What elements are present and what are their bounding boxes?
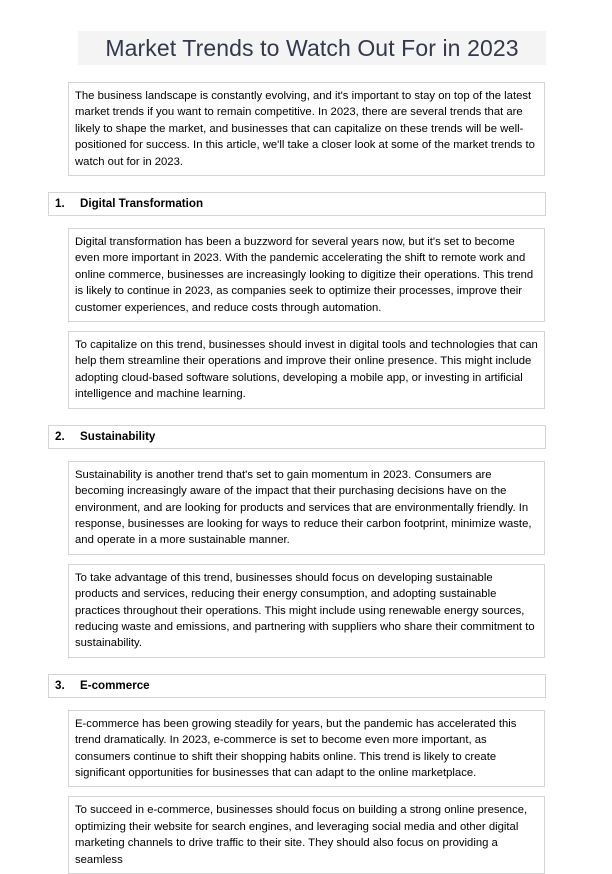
section-number: 3.: [55, 678, 65, 692]
section-paragraph: To succeed in e-commerce, businesses should focus on building a strong online presence, optimizing their website for search engines, and leveraging social media and other digital marketing channels to drive traffic to their site. They should also focus on providing a seamless: [68, 796, 545, 874]
spacer: [0, 449, 612, 461]
section-heading-label: Sustainability: [80, 429, 156, 443]
section-heading-label: Digital Transformation: [80, 197, 204, 211]
spacer: [0, 555, 612, 564]
section-paragraph: To capitalize on this trend, businesses should invest in digital tools and technologies that can help them streamline their operations and improve their online presence. This might include adopting cloud-based software solutions, developing a mobile app, or investing in artificial intelligence and machine learning.: [68, 331, 545, 409]
section-paragraph: Sustainability is another trend that's set to gain momentum in 2023. Consumers are becoming increasingly aware of the impact that their purchasing decisions have on the environment, and are looking for products and services that are environmentally friendly. In response, businesses are looking for ways to reduce their carbon footprint, minimize waste, and operate in a more sustainable manner.: [68, 461, 545, 555]
spacer: [0, 787, 612, 796]
section-paragraph: To take advantage of this trend, businesses should focus on developing sustainable products and services, reducing their energy consumption, and adopting sustainable practices throughout their operations. This might include using renewable energy sources, reducing waste and emissions, and partnering with suppliers who share their commitment to sustainability.: [68, 564, 545, 658]
section-heading-label: E-commerce: [80, 678, 150, 692]
spacer: [0, 176, 612, 192]
section-number: 1.: [55, 197, 65, 211]
section-number: 2.: [55, 429, 65, 443]
section-heading: [48, 425, 546, 449]
spacer: [0, 216, 612, 228]
section-heading: [48, 674, 546, 698]
spacer: [0, 409, 612, 425]
section-paragraph: Digital transformation has been a buzzword for several years now, but it's set to become even more important in 2023. With the pandemic accelerating the shift to remote work and online commerce, businesses are increasingly looking to digitize their operations. This trend is likely to continue in 2023, as companies seek to optimize their processes, improve their customer experiences, and reduce costs through automation.: [68, 228, 545, 322]
document-body: [0, 82, 612, 866]
section-paragraph: E-commerce has been growing steadily for years, but the pandemic has accelerated this trend dramatically. In 2023, e-commerce is set to become even more important, as consumers continue to shift their shopping habits online. This trend is likely to create significant opportunities for businesses that can adapt to the online marketplace.: [68, 710, 545, 788]
intro-paragraph: The business landscape is constantly evolving, and it's important to stay on top of the latest market trends if you want to remain competitive. In 2023, there are several trends that are likely to shape the market, and businesses that can capitalize on these trends will be well-positioned for success. In this article, we'll take a closer look at some of the market trends to watch out for in 2023.: [68, 82, 545, 176]
page-title: Market Trends to Watch Out For in 2023: [78, 31, 546, 65]
spacer: [0, 698, 612, 710]
spacer: [0, 322, 612, 331]
spacer: [0, 658, 612, 674]
section-heading: [48, 192, 546, 216]
